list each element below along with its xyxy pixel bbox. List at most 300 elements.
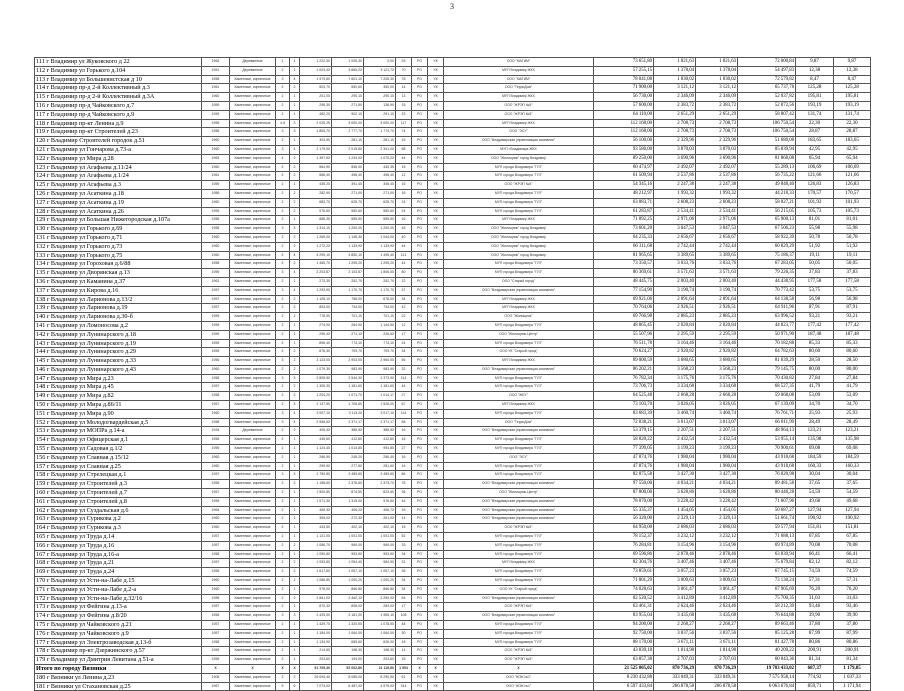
unit-cost-cell: 37,80 bbox=[796, 621, 834, 630]
manager-cell: ООО "Жилищник" город Владимир bbox=[444, 242, 594, 251]
manager-cell: ООО "Жилищник" город Владимир bbox=[444, 251, 594, 260]
total-area-cell: 305,00 bbox=[300, 515, 332, 524]
fund-c-cell: 54 497,83 bbox=[738, 66, 796, 75]
fund-b-cell: 1 980,04 bbox=[696, 462, 738, 471]
living-area-cell: 1 320,50 bbox=[332, 621, 364, 630]
owner-type-cell: РО bbox=[412, 374, 428, 383]
owner-type-cell: РО bbox=[412, 550, 428, 559]
max-cost-cell: 187,48 bbox=[834, 330, 871, 339]
entrances-cell: 1 bbox=[290, 585, 300, 594]
residents-cell: 16 bbox=[396, 427, 412, 436]
fund-c-cell: 89 481,58 bbox=[738, 480, 796, 489]
table-row bbox=[35, 497, 871, 506]
year-cell: 1960 bbox=[202, 524, 230, 533]
fund-c-cell: 44 823,77 bbox=[738, 321, 796, 330]
floors-cell: 2 bbox=[276, 524, 290, 533]
table-row bbox=[35, 621, 871, 630]
manager-cell: МУП города Владимира "ГУЗ" bbox=[444, 172, 594, 181]
fund-c-cell: 79 145,75 bbox=[738, 365, 796, 374]
fund-b-cell: 2 926,51 bbox=[696, 304, 738, 313]
address-cell: 150 г Владимир ул Мира д.86/11 bbox=[35, 401, 202, 410]
unit-cost-cell: 69,08 bbox=[796, 445, 834, 454]
residents-cell: 15 bbox=[396, 656, 412, 665]
residential-area-cell: 3 000,00 bbox=[364, 119, 396, 128]
address-cell: 156 г Владимир ул Славная д.15/12 bbox=[35, 453, 202, 462]
max-cost-cell: 28,49 bbox=[834, 418, 871, 427]
floors-cell: 2 bbox=[276, 110, 290, 119]
unit-cost-cell: 54,59 bbox=[796, 489, 834, 498]
cost-cell: 76 284,81 bbox=[594, 541, 654, 550]
fund-c-cell: 63 839,94 bbox=[738, 550, 796, 559]
manager-cell: МУП города Владимира "ГУЗ" bbox=[444, 374, 594, 383]
max-cost-cell: 67,85 bbox=[834, 533, 871, 542]
fund-a-cell: 3 047,53 bbox=[654, 225, 696, 234]
entrances-cell: 2 bbox=[290, 84, 300, 93]
unit-cost-cell: 76,20 bbox=[796, 585, 834, 594]
management-type-cell: УК bbox=[428, 128, 444, 137]
residents-cell: 12 bbox=[396, 321, 412, 330]
owner-type-cell: РО bbox=[412, 260, 428, 269]
owner-type-cell: РО bbox=[412, 383, 428, 392]
max-cost-cell: 70,08 bbox=[834, 541, 871, 550]
fund-c-cell: 89 663,46 bbox=[738, 621, 796, 630]
table-row bbox=[35, 198, 871, 207]
owner-type-cell: РО bbox=[412, 181, 428, 190]
entrances-cell: 1 bbox=[290, 515, 300, 524]
manager-cell: ООО "ЭСУ" bbox=[444, 453, 594, 462]
entrances-cell: 1 bbox=[290, 462, 300, 471]
address-cell: 151 г Владимир ул Мира д.90 bbox=[35, 409, 202, 418]
total-area-cell: 2 025,25 bbox=[300, 119, 332, 128]
residential-area-cell: 678,00 bbox=[364, 295, 396, 304]
living-area-cell: 1 001,00 bbox=[332, 533, 364, 542]
management-type-cell: УК bbox=[428, 339, 444, 348]
living-area-cell: 550,60 bbox=[332, 84, 364, 93]
fund-c-cell: 67 283,05 bbox=[738, 260, 796, 269]
management-type-cell: УК bbox=[428, 524, 444, 533]
fund-a-cell: 3 389,65 bbox=[654, 251, 696, 260]
table-row bbox=[35, 269, 871, 278]
wall-material-cell: Каменные, кирпичные bbox=[230, 673, 276, 682]
fund-b-cell: 3 389,65 bbox=[696, 251, 738, 260]
owner-type-cell: РО bbox=[412, 471, 428, 480]
residential-area-cell: 774,10 bbox=[364, 339, 396, 348]
management-type-cell: УК bbox=[428, 172, 444, 181]
total-area-cell: 2 556,60 bbox=[300, 418, 332, 427]
fund-c-cell: 81 427,78 bbox=[738, 638, 796, 647]
fund-a-cell: 1 454,05 bbox=[654, 506, 696, 515]
unit-cost-cell: 53,75 bbox=[796, 286, 834, 295]
residents-cell: 32 bbox=[396, 365, 412, 374]
manager-cell: МУП города Владимира "ГУЗ" bbox=[444, 550, 594, 559]
cost-cell: 43 839,18 bbox=[594, 647, 654, 656]
entrances-cell: 1 bbox=[290, 524, 300, 533]
fund-b-cell: 2 707,03 bbox=[696, 656, 738, 665]
fund-c-cell: 85 839,94 bbox=[738, 145, 796, 154]
manager-cell: МУП Владимир ЖКХ bbox=[444, 559, 594, 568]
entrances-cell: 2 bbox=[290, 207, 300, 216]
manager-cell: ООО "Жилищник" bbox=[444, 313, 594, 322]
owner-type-cell: РО bbox=[412, 198, 428, 207]
year-cell: 1959 bbox=[202, 497, 230, 506]
living-area-cell: 198,30 bbox=[332, 647, 364, 656]
entrances-cell: 1 bbox=[290, 436, 300, 445]
wall-material-cell: Каменные, кирпичные bbox=[230, 559, 276, 568]
owner-type-cell: РО bbox=[412, 559, 428, 568]
floors-cell: 3 bbox=[276, 128, 290, 137]
entrances-cell: 2 bbox=[290, 295, 300, 304]
table-row bbox=[35, 137, 871, 146]
residents-cell: 40 bbox=[396, 233, 412, 242]
unit-cost-cell: 51,92 bbox=[796, 242, 834, 251]
year-cell: 1959 bbox=[202, 110, 230, 119]
management-type-cell: УК bbox=[428, 392, 444, 401]
residents-cell: 15 bbox=[396, 163, 412, 172]
fund-c-cell: 43 918,68 bbox=[738, 453, 796, 462]
residents-cell: 61 bbox=[396, 673, 412, 682]
owner-type-cell: РО bbox=[412, 216, 428, 225]
total-area-cell: 1 121,00 bbox=[300, 533, 332, 542]
owner-type-cell: РО bbox=[412, 392, 428, 401]
max-cost-cell: 37,83 bbox=[834, 269, 871, 278]
residents-cell: 27 bbox=[396, 445, 412, 454]
entrances-cell: 4 bbox=[290, 251, 300, 260]
residential-area-cell: 976,80 bbox=[364, 497, 396, 506]
wall-material-cell: Каменные, кирпичные bbox=[230, 189, 276, 198]
unit-cost-cell: 81,34 bbox=[796, 656, 834, 665]
entrances-cell: 1 bbox=[290, 533, 300, 542]
wall-material-cell: Каменные, кирпичные bbox=[230, 207, 276, 216]
living-area-cell: 1 200,00 bbox=[332, 225, 364, 234]
owner-type-cell: РО bbox=[412, 304, 428, 313]
year-cell: 1959 bbox=[202, 330, 230, 339]
manager-cell: МУП города Владимира "ГУЗ" bbox=[444, 339, 594, 348]
max-cost-cell: 31,03 bbox=[834, 594, 871, 603]
residential-area-cell: 1 078,50 bbox=[364, 621, 396, 630]
residents-cell: 16 bbox=[396, 436, 412, 445]
address-cell: 158 г Владимир ул Стрелецкая д.1 bbox=[35, 471, 202, 480]
entrances-cell: 1 bbox=[290, 647, 300, 656]
residents-cell: 15 bbox=[396, 181, 412, 190]
unit-cost-cell: 177,58 bbox=[796, 277, 834, 286]
owner-type-cell: РО bbox=[412, 93, 428, 102]
total-area-cell: 1 853,70 bbox=[300, 128, 332, 137]
cost-cell: 89 000,59 bbox=[594, 357, 654, 366]
owner-type-cell: РО bbox=[412, 489, 428, 498]
residents-cell: 108 bbox=[396, 612, 412, 621]
floors-cell: 2 bbox=[276, 189, 290, 198]
floors-cell: 2 bbox=[276, 436, 290, 445]
fund-a-cell: 3 061,47 bbox=[654, 585, 696, 594]
cost-cell: 88 170,00 bbox=[594, 638, 654, 647]
manager-cell: МУП города Владимира "ГУЗ" bbox=[444, 198, 594, 207]
total-area-cell: 1 979,60 bbox=[300, 75, 332, 84]
living-area-cell: 1 057,10 bbox=[332, 568, 364, 577]
total-area-cell: 296,40 bbox=[300, 330, 332, 339]
entrances-cell: 4 bbox=[290, 75, 300, 84]
cost-cell: 94 200,00 bbox=[594, 621, 654, 630]
table-row bbox=[35, 348, 871, 357]
cost-cell: 64 235,33 bbox=[594, 233, 654, 242]
address-cell: 136 г Владимир ул Каманина д.37 bbox=[35, 277, 202, 286]
manager-cell: МУП Владимир ЖКХ bbox=[444, 304, 594, 313]
owner-type-cell: РО bbox=[412, 682, 428, 691]
residents-cell: 64 bbox=[396, 594, 412, 603]
fund-c-cell: 51 661,74 bbox=[738, 515, 796, 524]
manager-cell: ООО "ЖРЭП №5" bbox=[444, 101, 594, 110]
cost-cell: 77 399,05 bbox=[594, 445, 654, 454]
owner-type-cell: РО bbox=[412, 84, 428, 93]
management-type-cell: УК bbox=[428, 58, 444, 67]
wall-material-cell: Каменные, кирпичные bbox=[230, 216, 276, 225]
wall-material-cell: Каменные, кирпичные bbox=[230, 84, 276, 93]
address-cell: 163 г Владимир ул Сурикова д.2 bbox=[35, 515, 202, 524]
fund-a-cell: 3 460,74 bbox=[654, 409, 696, 418]
cost-cell: 93 580,00 bbox=[594, 145, 654, 154]
total-area-cell: 1 184,00 bbox=[300, 629, 332, 638]
fund-b-cell: 2 971,06 bbox=[696, 216, 738, 225]
year-cell: 1957 bbox=[202, 304, 230, 313]
max-cost-cell: 50,78 bbox=[834, 233, 871, 242]
fund-b-cell: 3 671,11 bbox=[696, 638, 738, 647]
residential-area-cell: 625,70 bbox=[364, 198, 396, 207]
cost-cell: 73 651,80 bbox=[594, 58, 654, 67]
owner-type-cell: РО bbox=[412, 269, 428, 278]
residential-area-cell: 3 121,70 bbox=[364, 66, 396, 75]
total-area-cell: 201,00 bbox=[300, 93, 332, 102]
total-area-cell: 299,90 bbox=[300, 462, 332, 471]
fund-c-cell: 79 226,35 bbox=[738, 269, 796, 278]
address-cell: 123 г Владимир ул Агафьева д.11/24 bbox=[35, 163, 202, 172]
cost-cell: 63 083,71 bbox=[594, 198, 654, 207]
residents-cell: 37 bbox=[396, 286, 412, 295]
residential-area-cell: 626,00 bbox=[364, 638, 396, 647]
floors-cell: 3 bbox=[276, 145, 290, 154]
max-cost-cell: 37,65 bbox=[834, 480, 871, 489]
entrances-cell: 2 bbox=[290, 594, 300, 603]
address-cell: 128 г Владимир ул Асаткина д.26 bbox=[35, 207, 202, 216]
wall-material-cell: Каменные, кирпичные bbox=[230, 181, 276, 190]
total-area-cell: 2 750,80 bbox=[300, 471, 332, 480]
residential-area-cell: 4 579,00 bbox=[364, 682, 396, 691]
management-type-cell: УК bbox=[428, 436, 444, 445]
wall-material-cell: Каменные, кирпичные bbox=[230, 480, 276, 489]
wall-material-cell: Каменные, кирпичные bbox=[230, 154, 276, 163]
cost-cell: 81 965,65 bbox=[594, 251, 654, 260]
manager-cell: МУП города Владимира "ГУЗ" bbox=[444, 436, 594, 445]
living-area-cell: 245,20 bbox=[332, 453, 364, 462]
fund-a-cell: 3 154,96 bbox=[654, 541, 696, 550]
fund-c-cell: 81 868,08 bbox=[738, 154, 796, 163]
residential-area-cell: 284,00 bbox=[364, 603, 396, 612]
fund-a-cell: 870 736,29 bbox=[654, 664, 696, 673]
cost-cell: 73 859,61 bbox=[594, 568, 654, 577]
living-area-cell: 2 181,00 bbox=[332, 612, 364, 621]
residential-area-cell: 1 170,70 bbox=[364, 286, 396, 295]
wall-material-cell: Каменные, кирпичные bbox=[230, 453, 276, 462]
floors-cell: 2 bbox=[276, 629, 290, 638]
table-row bbox=[35, 84, 871, 93]
year-cell: 1956 bbox=[202, 189, 230, 198]
manager-cell: МУП города Владимира "ГУЗ" bbox=[444, 533, 594, 542]
entrances-cell: 2 bbox=[290, 577, 300, 586]
residential-area-cell: 291,10 bbox=[364, 110, 396, 119]
floors-cell: 2 bbox=[276, 137, 290, 146]
manager-cell: МУП города Владимира "ГУЗ" bbox=[444, 207, 594, 216]
unit-cost-cell: 127,94 bbox=[796, 506, 834, 515]
management-type-cell: УК bbox=[428, 365, 444, 374]
living-area-cell: 412,60 bbox=[332, 436, 364, 445]
fund-b-cell: 3 568,23 bbox=[696, 365, 738, 374]
fund-a-cell: 3 412,89 bbox=[654, 594, 696, 603]
entrances-cell: 1 bbox=[290, 453, 300, 462]
address-cell: 173 г Владимир ул Фейгина д.13-а bbox=[35, 603, 202, 612]
fund-c-cell: 70 900,61 bbox=[738, 445, 796, 454]
table-row bbox=[35, 101, 871, 110]
wall-material-cell: Каменные, кирпичные bbox=[230, 75, 276, 84]
address-cell: 157 г Владимир ул Славная д.25 bbox=[35, 462, 202, 471]
entrances-cell: 1 bbox=[290, 181, 300, 190]
entrances-cell: 4 bbox=[290, 58, 300, 67]
entrances-cell: 2 bbox=[290, 427, 300, 436]
address-cell: 122 г Владимир ул Мира д.28 bbox=[35, 154, 202, 163]
fund-c-cell: 53 955,14 bbox=[738, 436, 796, 445]
fund-b-cell: 2 020,84 bbox=[696, 321, 738, 330]
year-cell: 1958 bbox=[202, 418, 230, 427]
entrances-cell: 3 bbox=[290, 119, 300, 128]
year-cell: 1961 bbox=[202, 172, 230, 181]
cost-cell: 48 445,75 bbox=[594, 277, 654, 286]
fund-b-cell: 3 435,68 bbox=[696, 612, 738, 621]
entrances-cell: 2 bbox=[290, 304, 300, 313]
year-cell: 1959 bbox=[202, 101, 230, 110]
table-row bbox=[35, 392, 871, 401]
year-cell: 1956 bbox=[202, 216, 230, 225]
total-area-cell: 274,00 bbox=[300, 321, 332, 330]
table-row bbox=[35, 251, 871, 260]
owner-type-cell: РО bbox=[412, 541, 428, 550]
unit-cost-cell: 12,38 bbox=[796, 66, 834, 75]
total-area-cell: 1 357,60 bbox=[300, 154, 332, 163]
cost-cell: 76 511,78 bbox=[594, 339, 654, 348]
unit-cost-cell: 8,47 bbox=[796, 75, 834, 84]
residents-cell: 44 bbox=[396, 383, 412, 392]
residents-cell: 34 bbox=[396, 295, 412, 304]
fund-b-cell: 2 003,40 bbox=[696, 277, 738, 286]
floors-cell: 2 bbox=[276, 401, 290, 410]
year-cell: 1959 bbox=[202, 656, 230, 665]
management-type-cell: УК bbox=[428, 295, 444, 304]
management-type-cell: УК bbox=[428, 154, 444, 163]
page-number: 3 bbox=[450, 2, 454, 11]
year-cell: 1959 bbox=[202, 339, 230, 348]
year-cell: 1957 bbox=[202, 603, 230, 612]
fund-a-cell: 2 624,46 bbox=[654, 603, 696, 612]
address-cell: 149 г Владимир ул Мира д.82 bbox=[35, 392, 202, 401]
unit-cost-cell: 28,49 bbox=[796, 418, 834, 427]
owner-type-cell: РО bbox=[412, 656, 428, 665]
table-row bbox=[35, 189, 871, 198]
residential-area-cell: 226,60 bbox=[364, 330, 396, 339]
fund-b-cell: 3 628,86 bbox=[696, 489, 738, 498]
residential-area-cell: 271,00 bbox=[364, 189, 396, 198]
year-cell: 1957 bbox=[202, 401, 230, 410]
cost-cell: 112 168,00 bbox=[594, 128, 654, 137]
residents-cell: 117 bbox=[396, 119, 412, 128]
residential-area-cell: 256,40 bbox=[364, 453, 396, 462]
total-area-cell: 803,00 bbox=[300, 304, 332, 313]
max-cost-cell: 105,73 bbox=[834, 207, 871, 216]
management-type-cell: УК bbox=[428, 453, 444, 462]
owner-type-cell: РО bbox=[412, 119, 428, 128]
floors-cell: 3 bbox=[276, 225, 290, 234]
residents-cell: 17 bbox=[396, 330, 412, 339]
manager-cell: МУП Владимир ЖКХ bbox=[444, 66, 594, 75]
manager-cell: ООО "ЖРЭП №5" bbox=[444, 656, 594, 665]
wall-material-cell: Каменные, кирпичные bbox=[230, 647, 276, 656]
residents-cell: 314 bbox=[396, 682, 412, 691]
fund-a-cell: 2 885,23 bbox=[654, 313, 696, 322]
wall-material-cell: Каменные, кирпичные bbox=[230, 242, 276, 251]
management-type-cell: УК bbox=[428, 119, 444, 128]
owner-type-cell: РО bbox=[412, 101, 428, 110]
year-cell: 1960 bbox=[202, 453, 230, 462]
address-cell: 166 г Владимир ул Труда д.16 bbox=[35, 541, 202, 550]
residential-area-cell: 2 341,00 bbox=[364, 145, 396, 154]
floors-cell: 2 bbox=[276, 585, 290, 594]
max-cost-cell: 80,00 bbox=[834, 365, 871, 374]
cost-cell: 55 507,96 bbox=[594, 330, 654, 339]
fund-c-cell: 70 430,82 bbox=[738, 374, 796, 383]
residential-area-cell: 290,10 bbox=[364, 93, 396, 102]
total-area-cell: 564,90 bbox=[300, 163, 332, 172]
cost-cell: 47 874,76 bbox=[594, 453, 654, 462]
housing-register-table bbox=[34, 57, 871, 691]
residential-area-cell: 7 205,30 bbox=[364, 75, 396, 84]
unit-cost-cell: 687,37 bbox=[796, 664, 834, 673]
floors-cell: 2 bbox=[276, 260, 290, 269]
fund-c-cell: 56 215,05 bbox=[738, 207, 796, 216]
total-area-cell: 1 050,80 bbox=[300, 550, 332, 559]
entrances-cell: 4 bbox=[290, 286, 300, 295]
cost-cell: 70 624,27 bbox=[594, 348, 654, 357]
entrances-cell: 3 bbox=[290, 401, 300, 410]
table-row bbox=[35, 330, 871, 339]
fund-b-cell: 3 870,03 bbox=[696, 145, 738, 154]
management-type-cell: УК bbox=[428, 445, 444, 454]
fund-b-cell: 2 708,73 bbox=[696, 128, 738, 137]
fund-b-cell: 3 680,65 bbox=[696, 357, 738, 366]
living-area-cell: 665,60 bbox=[332, 638, 364, 647]
entrances-cell: 2 bbox=[290, 392, 300, 401]
living-area-cell: 758,00 bbox=[332, 295, 364, 304]
cost-cell: 58 820,22 bbox=[594, 436, 654, 445]
floors-cell: 2 bbox=[276, 251, 290, 260]
living-area-cell: 6 487,40 bbox=[332, 682, 364, 691]
fund-b-cell: 2 885,23 bbox=[696, 313, 738, 322]
table-row bbox=[35, 93, 871, 102]
wall-material-cell: Каменные, кирпичные bbox=[230, 365, 276, 374]
entrances-cell: 6 bbox=[290, 682, 300, 691]
residential-area-cell: 1 014,17 bbox=[364, 392, 396, 401]
fund-b-cell: 3 228,42 bbox=[696, 497, 738, 506]
max-cost-cell: 49,68 bbox=[834, 497, 871, 506]
manager-cell: МУП Владимир ЖКХ bbox=[444, 295, 594, 304]
wall-material-cell: X bbox=[230, 664, 276, 673]
entrances-cell: 1 bbox=[290, 277, 300, 286]
year-cell: 1955 bbox=[202, 568, 230, 577]
floors-cell: 3 bbox=[276, 286, 290, 295]
